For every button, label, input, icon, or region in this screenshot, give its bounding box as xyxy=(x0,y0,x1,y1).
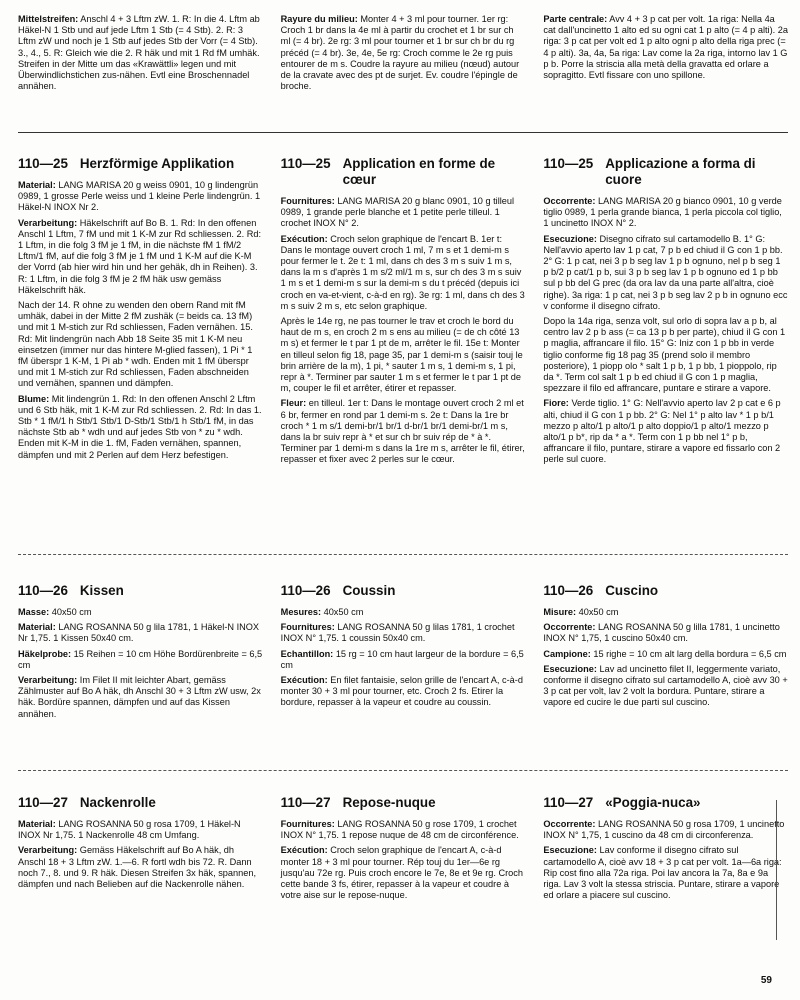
paragraph-text: Disegno cifrato sul cartamodello B. 1° G: Nell'avvio aperto lav 1 p cat, 7 p b ed chiud il G con 1 p bb. 2° G: 1 p cat, nei 3 p b seg lav 1 p b ognuno, nel p b seg 1 p b/2 p cat/1 p b, sui 3 p b seg lav 1 p b ognuno ed 1 p bb sul p bb del G prec (da ora lav da una parte all'altra, cioè righe). 3a riga: 1 p cat, nei 3 p b seg lav 2 p b in ognuno ecc v conforme il disegno cifrato. xyxy=(543,233,788,311)
paragraph xyxy=(18,675,263,720)
paragraph-text: LANG ROSANNA 50 g rose 1709, 1 crochet INOX N° 1,75. 1 repose nuque de 48 cm de circonférence. xyxy=(280,819,519,841)
paragraph xyxy=(281,819,526,841)
paragraph xyxy=(543,664,788,709)
paragraph xyxy=(281,14,526,92)
paragraph-label: Fournitures: xyxy=(280,819,335,829)
paragraph-text: LANG MARISA 20 g weiss 0901, 10 g lindengrün 0989, 1 grosse Perle weiss und 1 kleine Perle lindengrün. 1 Häkel-N INOX Nr 2. xyxy=(18,180,261,213)
paragraph xyxy=(281,316,526,394)
pattern-number: 110—26 xyxy=(280,583,331,598)
paragraph-label: Masse: xyxy=(18,607,50,617)
paragraph-text: Lav ad uncinetto filet II, leggermente variato, conforme il disegno cifrato sul cartamodello A, cioè avv 30 + 3 p cat per volt, lav 2 volt la bordura. Puntare, stirare a vapore ed cucire le due parti sul cuscino. xyxy=(543,663,788,708)
paragraph-label: Exécution: xyxy=(280,845,328,856)
section-divider-1 xyxy=(18,132,788,133)
paragraph-label: Mesures: xyxy=(280,607,322,617)
paragraph-text: En filet fantaisie, selon grille de l'encart A, c-à-d monter 30 + 3 ml pour tourner, etc. Croch 2 fs. Etirer la bordure, repasser à la vapeur et coudre au coussin. xyxy=(280,675,523,708)
paragraph-text: Lav conforme il disegno cifrato sul cartamodello A, cioè avv 18 + 3 p cat per volt. 1a—6a riga: Rip cost fino alla 72a riga. Poi lav ancora la 7a, 8a e 9a riga. Lav 3 volt la stessa striscia. Puntare, stirare a vapore ed orlare a piacere sul cuscino. xyxy=(543,845,782,901)
pattern-number: 110—27 xyxy=(18,795,68,810)
pattern-heading xyxy=(281,795,526,811)
paragraph-text: Häkelschrift auf Bo B. 1. Rd: In den offenen Anschl 1 Lftm, 7 fM und mit 1 K-M zur Rd schliessen. 2. Rd: 1 Lftm, in die folg 3 fM je 1 fM, in die nächste fM 1 fM/2 Lftm/1 fM, auf die folg 3 fM je 1 fM und 1 K-M auf die K-M der Vorrd (ab hier wird hin und her gehäk, dh in Reihen). 3. R: 1 Lftm, in die folg 3 fM je 2 fM häk usw gemäss Häkelschrift häk. xyxy=(18,217,262,295)
paragraph xyxy=(281,398,526,465)
paragraph xyxy=(281,649,526,671)
margin-mark xyxy=(776,800,777,940)
pattern-heading xyxy=(543,795,788,811)
paragraph-label: Esecuzione: xyxy=(543,233,597,244)
paragraph-label: Exécution: xyxy=(280,675,328,686)
paragraph-label: Parte centrale: xyxy=(543,14,608,24)
paragraph-label: Fournitures: xyxy=(280,196,335,206)
paragraph xyxy=(281,845,526,901)
paragraph-label: Fiore: xyxy=(543,398,569,409)
paragraph-label: Occorrente: xyxy=(543,622,596,633)
paragraph-label: Fleur: xyxy=(280,398,307,409)
col-french xyxy=(281,583,526,724)
paragraph xyxy=(543,819,788,841)
pattern-title: Coussin xyxy=(342,583,396,598)
paragraph xyxy=(18,607,263,618)
col-french xyxy=(281,795,526,905)
paragraph xyxy=(18,300,263,390)
pattern-title: Herzförmige Applikation xyxy=(79,156,235,171)
paragraph xyxy=(18,622,263,644)
section-110-25 xyxy=(18,156,788,470)
paragraph xyxy=(543,398,788,465)
paragraph-text: LANG ROSANNA 50 g rosa 1709, 1 Häkel-N INOX Nr 1,75. 1 Nackenrolle 48 cm Umfang. xyxy=(18,819,241,841)
paragraph xyxy=(281,607,526,618)
paragraph-text: Croch selon graphique de l'encart A, c-à-d monter 18 + 3 ml pour tourner. Rép touj du 1er—6e rg jusqu'au 72e rg. Puis croch encore le 7e, 8e et 9e rg. Croch cette bande 3 fs, étirer, repasser à la vapeur et coudre à votre aise sur le repose-nuque. xyxy=(280,845,523,901)
paragraph xyxy=(18,819,263,841)
paragraph xyxy=(18,180,263,214)
pattern-number: 110—27 xyxy=(280,795,331,810)
pattern-title: Applicazione a forma di cuore xyxy=(605,156,756,187)
paragraph-text: Nach der 14. R ohne zu wenden den obern Rand mit fM umhäk, dabei in der Mitte 2 fM zushäk (= beids ca. 13 fM) und mit 1 M-stich zur Rd schliessen, Faden vernähen. 15. Rd: Mit lindengrün nach Abb 18 Seite 35 mit 1 K-M neu einsetzen (immer nur das hintere M-glied fassen), 1 Pi * 1 fM überspr 1 K-M, 1 Pi ab * wdh. Enden mit 1 fM überspr und mit 1 M-stich zur Rd schliessen, Faden abschneiden und vernähen, spannen und dämpfen. xyxy=(18,300,253,389)
top-col-french xyxy=(281,14,526,96)
paragraph xyxy=(18,845,263,890)
section-110-26 xyxy=(18,583,788,724)
paragraph xyxy=(281,234,526,312)
paragraph-text: Après le 14e rg, ne pas tourner le trav et croch le bord du haut de m s, en croch 2 m s ens au milieu (= de ch côté 13 m s) et fermer le t par 1 pt de m, arrêter le fil. 15e t: Monter en tilleul selon fig 18, page 35, par 1 demi-m s (saisir touj le brin arrière de la m), 1 pi, * sauter 1 m s, 1 demi-m s, 1 pi, repr à *. Terminer par sauter 1 m s et fermer le t par 1 pt de m, couper le fil et arrêter, étirer et repasser. xyxy=(280,316,523,394)
paragraph-text: Mit lindengrün 1. Rd: In den offenen Anschl 2 Lftm und 6 Stb häk, mit 1 K-M zur Rd schliessen. 2. Rd: In das 1. Stb * 1 fM/1 h Stb/1 Stb/1 D-Stb/1 Stb/1 h Stb/1 fM, in das nächste Stb ab * wdh und auf jedes Stb von * zu * wdh. Enden mit K-M in die 1. fM, Faden vernähen, spannen, dämpfen und mit 2 Perlen auf dem Herz befestigen. xyxy=(18,393,262,460)
paragraph-label: Exécution: xyxy=(280,233,328,244)
pattern-title: Nackenrolle xyxy=(79,795,156,810)
section-columns xyxy=(18,156,788,470)
pattern-title: Repose-nuque xyxy=(342,795,436,810)
paragraph-label: Rayure du milieu: xyxy=(280,14,358,24)
paragraph xyxy=(18,649,263,671)
page-number: 59 xyxy=(760,975,772,986)
paragraph-label: Verarbeitung: xyxy=(18,845,78,856)
paragraph-label: Material: xyxy=(18,180,56,190)
col-italian xyxy=(543,583,788,724)
paragraph xyxy=(281,622,526,644)
paragraph-text: LANG ROSANNA 50 g lilas 1781, 1 crochet INOX N° 1,75. 1 coussin 50x40 cm. xyxy=(280,622,515,644)
col-german xyxy=(18,156,263,470)
paragraph-text: Im Filet II mit leichter Abart, gemäss Zählmuster auf Bo A häk, dh Anschl 30 + 3 Lftm zW usw, 2x häk. Bordüre spannen, dämpfen und auf das Kissen annähen. xyxy=(18,675,261,719)
paragraph xyxy=(543,316,788,394)
paragraph-label: Occorrente: xyxy=(543,196,596,206)
pattern-heading xyxy=(281,583,526,599)
section-divider-2 xyxy=(18,554,788,555)
paragraph-text: Avv 4 + 3 p cat per volt. 1a riga: Nella 4a cat dall'uncinetto 1 alto ed su ogni cat 1 p alto (= 4 p alti). 2a riga: 3 p cat per volt ed 1 p alto ogni p alto della riga prec (= 4 p alti). 3a, 4a, 5a riga: Lav come la 2a riga, intorno lav 1 G p b. Porre la striscia alla metà della gravatta ed orlare a sopragitto. Evtl fissare con uno spillone. xyxy=(543,14,788,81)
pattern-heading xyxy=(281,156,526,188)
paragraph-label: Mittelstreifen: xyxy=(18,14,79,24)
paragraph-text: 40x50 cm xyxy=(323,607,364,617)
paragraph-label: Esecuzione: xyxy=(543,663,597,674)
pattern-title: Kissen xyxy=(79,583,124,598)
section-divider-3 xyxy=(18,770,788,771)
pattern-number: 110—25 xyxy=(543,156,594,171)
pattern-heading xyxy=(543,156,788,188)
paragraph xyxy=(18,218,263,296)
paragraph xyxy=(281,675,526,709)
paragraph xyxy=(18,394,263,461)
col-italian xyxy=(543,156,788,470)
col-french xyxy=(281,156,526,470)
paragraph xyxy=(543,649,788,660)
paragraph-text: Verde tiglio. 1° G: Nell'avvio aperto lav 2 p cat e 6 p alti, chiud il G con 1 p bb. 2° G: Nel 1° p alto lav * 1 p b/1 mezzo p alto/1 p alto/1 p alto doppio/1 p alto/1 mezzo p alto/1 p b*, rip da * a *. Term con 1 p bb nel 1° p b, affrancare il filo, puntare, stirare a vapore ed fissarlo con 2 perle sul cuore. xyxy=(543,398,781,465)
top-continuation xyxy=(18,14,788,96)
paragraph-text: 15 rg = 10 cm haut largeur de la bordure = 6,5 cm xyxy=(280,648,524,670)
paragraph-label: Verarbeitung: xyxy=(18,217,78,228)
pattern-number: 110—27 xyxy=(543,795,594,810)
col-italian xyxy=(543,795,788,905)
pattern-title: Application en forme de cœur xyxy=(342,156,496,187)
col-german xyxy=(18,795,263,905)
paragraph-label: Misure: xyxy=(543,607,577,617)
section-columns xyxy=(18,795,788,905)
top-col-italian xyxy=(543,14,788,96)
paragraph-label: Occorrente: xyxy=(543,819,596,829)
section-110-27 xyxy=(18,795,788,905)
pattern-heading xyxy=(18,795,263,811)
paragraph-text: Croch selon graphique de l'encart B. 1er t: Dans le montage ouvert croch 1 ml, 7 m s et 1 demi-m s pour fermer le t. 2e t: 1 ml, dans ch des 3 m s suiv 1 m s, dans la m s d'après 1 m s/2 ml/1 m s, sur ch des 3 m s suiv 1 m s et 1 demi-m s sur la demi-m s du t précéd (depuis ici croch en va-et-vient, c-à-d en rg). 3e rg: 1 ml, dans ch des 3 m s suiv 2 m s, etc selon graphique. xyxy=(280,233,525,311)
paragraph xyxy=(18,14,263,92)
pattern-title: Cuscino xyxy=(605,583,659,598)
paragraph xyxy=(543,234,788,312)
paragraph-text: LANG ROSANNA 50 g rosa 1709, 1 uncinetto INOX N° 1,75, 1 cuscino da 48 cm di circonferenza. xyxy=(543,819,785,841)
paragraph xyxy=(543,845,788,901)
paragraph-label: Häkelprobe: xyxy=(18,648,72,659)
paragraph-text: 15 Reihen = 10 cm Höhe Bordürenbreite = 6,5 cm xyxy=(18,648,263,670)
top-columns xyxy=(18,14,788,96)
paragraph-text: 40x50 cm xyxy=(51,607,92,617)
paragraph-text: Monter 4 + 3 ml pour tourner. 1er rg: Croch 1 br dans la 4e ml à partir du crochet et 1 br sur ch ml (= 4 br). 2e rg: 3 ml pour tourner et 1 br sur ch br du rg précéd (= 4 br). 3e, 4e, 5e rg: Croch comme le 2e rg puis entourer de m s. Coudre la rayure au milieu (nœud) autour de la cravate avec des pt de surjet. Ev. coudre l'épingle de broche. xyxy=(280,14,520,92)
paragraph-label: Blume: xyxy=(18,393,50,404)
paragraph xyxy=(281,196,526,230)
paragraph-text: Gemäss Häkelschrift auf Bo A häk, dh Anschl 18 + 3 Lftm zW. 1.—6. R fortl wdh bis 72. R. Dann noch 7., 8. und 9. R häk. Diesen Streifen 3x häk, spannen, dämpfen und nach Belieben auf die Nackenrolle nähen. xyxy=(18,845,257,890)
pattern-number: 110—26 xyxy=(18,583,68,598)
paragraph-label: Material: xyxy=(18,622,56,633)
paragraph-label: Verarbeitung: xyxy=(18,675,78,686)
paragraph-label: Campione: xyxy=(543,648,591,659)
paragraph-label: Material: xyxy=(18,819,56,829)
pattern-heading xyxy=(18,583,263,599)
pattern-number: 110—26 xyxy=(543,583,594,598)
col-german xyxy=(18,583,263,724)
pattern-heading xyxy=(543,583,788,599)
paragraph xyxy=(543,607,788,618)
paragraph-label: Echantillon: xyxy=(280,648,334,659)
paragraph xyxy=(543,14,788,81)
paragraph-text: Dopo la 14a riga, senza volt, sul orlo di sopra lav a p b, al centro lav 2 p b ass (= ca 13 p b per parte), chiud il G con 1 p maglia, affrancare il filo. 15° G: Iniz con 1 p bb in verde tiglio conforme fig 18 pag 35 (prend solo il membro posteriore), 1 piopp olo * salt 1 p b, 1 p bb, 1 pioppolo, rip da *. Term col salt 1 p b ed chiud il G con 1 p maglia, spezzare il filo ed affrancare, puntare e stirare a vapore. xyxy=(543,316,786,394)
paragraph-label: Esecuzione: xyxy=(543,845,597,856)
paragraph-text: Anschl 4 + 3 Lftm zW. 1. R: In die 4. Lftm ab Häkel-N 1 Stb und auf jede Lftm 1 Stb (= 4 Stb). 2. R: 3 Lftm zW und noch je 1 Stb auf jedes Stb der Vorr (= 4 Stb). 3., 4., 5. R: Gleich wie die 2. R häk und mit 1 Rd fM umhäk. Streifen in der Mitte um das «Krawättli» legen und mit Überwindlichstichen zus-nähen. Evtl eine Broschennadel annähen. xyxy=(18,14,260,92)
paragraph-text: LANG ROSANNA 50 g lila 1781, 1 Häkel-N INOX Nr 1,75. 1 Kissen 50x40 cm. xyxy=(18,622,260,644)
paragraph xyxy=(543,196,788,230)
pattern-heading xyxy=(18,156,263,172)
paragraph xyxy=(543,622,788,644)
top-col-german xyxy=(18,14,263,96)
pattern-title: «Poggia-nuca» xyxy=(605,795,701,810)
paragraph-label: Fournitures: xyxy=(280,622,335,633)
paragraph-text: 15 righe = 10 cm alt larg della bordura = 6,5 cm xyxy=(593,648,787,659)
paragraph-text: en tilleul. 1er t: Dans le montage ouvert croch 2 ml et 6 br, fermer en rond par 1 demi-m s. 2e t: Dans la 1re br croch * 1 m s/1 demi-br/1 br/1 d-br/1 br/1 demi-br/1 m s, dans la br suiv repr à * et sur ch br suiv rép de * à *. Terminer par 1 demi-m s dans la 1re m s, arrêter le fil, étirer, repasser et fixer avec 2 perles sur le cœur. xyxy=(280,398,525,465)
section-columns xyxy=(18,583,788,724)
pattern-number: 110—25 xyxy=(18,156,68,171)
paragraph-text: 40x50 cm xyxy=(578,607,619,617)
pattern-number: 110—25 xyxy=(280,156,331,171)
paragraph-text: LANG MARISA 20 g bianco 0901, 10 g verde tiglio 0989, 1 perla grande bianca, 1 perla piccola col tiglio, 1 uncinetto INOX N° 2. xyxy=(543,196,782,229)
paragraph-text: LANG MARISA 20 g blanc 0901, 10 g tilleul 0989, 1 grande perle blanche et 1 petite perle tilleul. 1 crochet INOX N° 2. xyxy=(280,196,515,229)
paragraph-text: LANG ROSANNA 50 g lilla 1781, 1 uncinetto INOX N° 1,75, 1 cuscino 50x40 cm. xyxy=(543,622,780,644)
